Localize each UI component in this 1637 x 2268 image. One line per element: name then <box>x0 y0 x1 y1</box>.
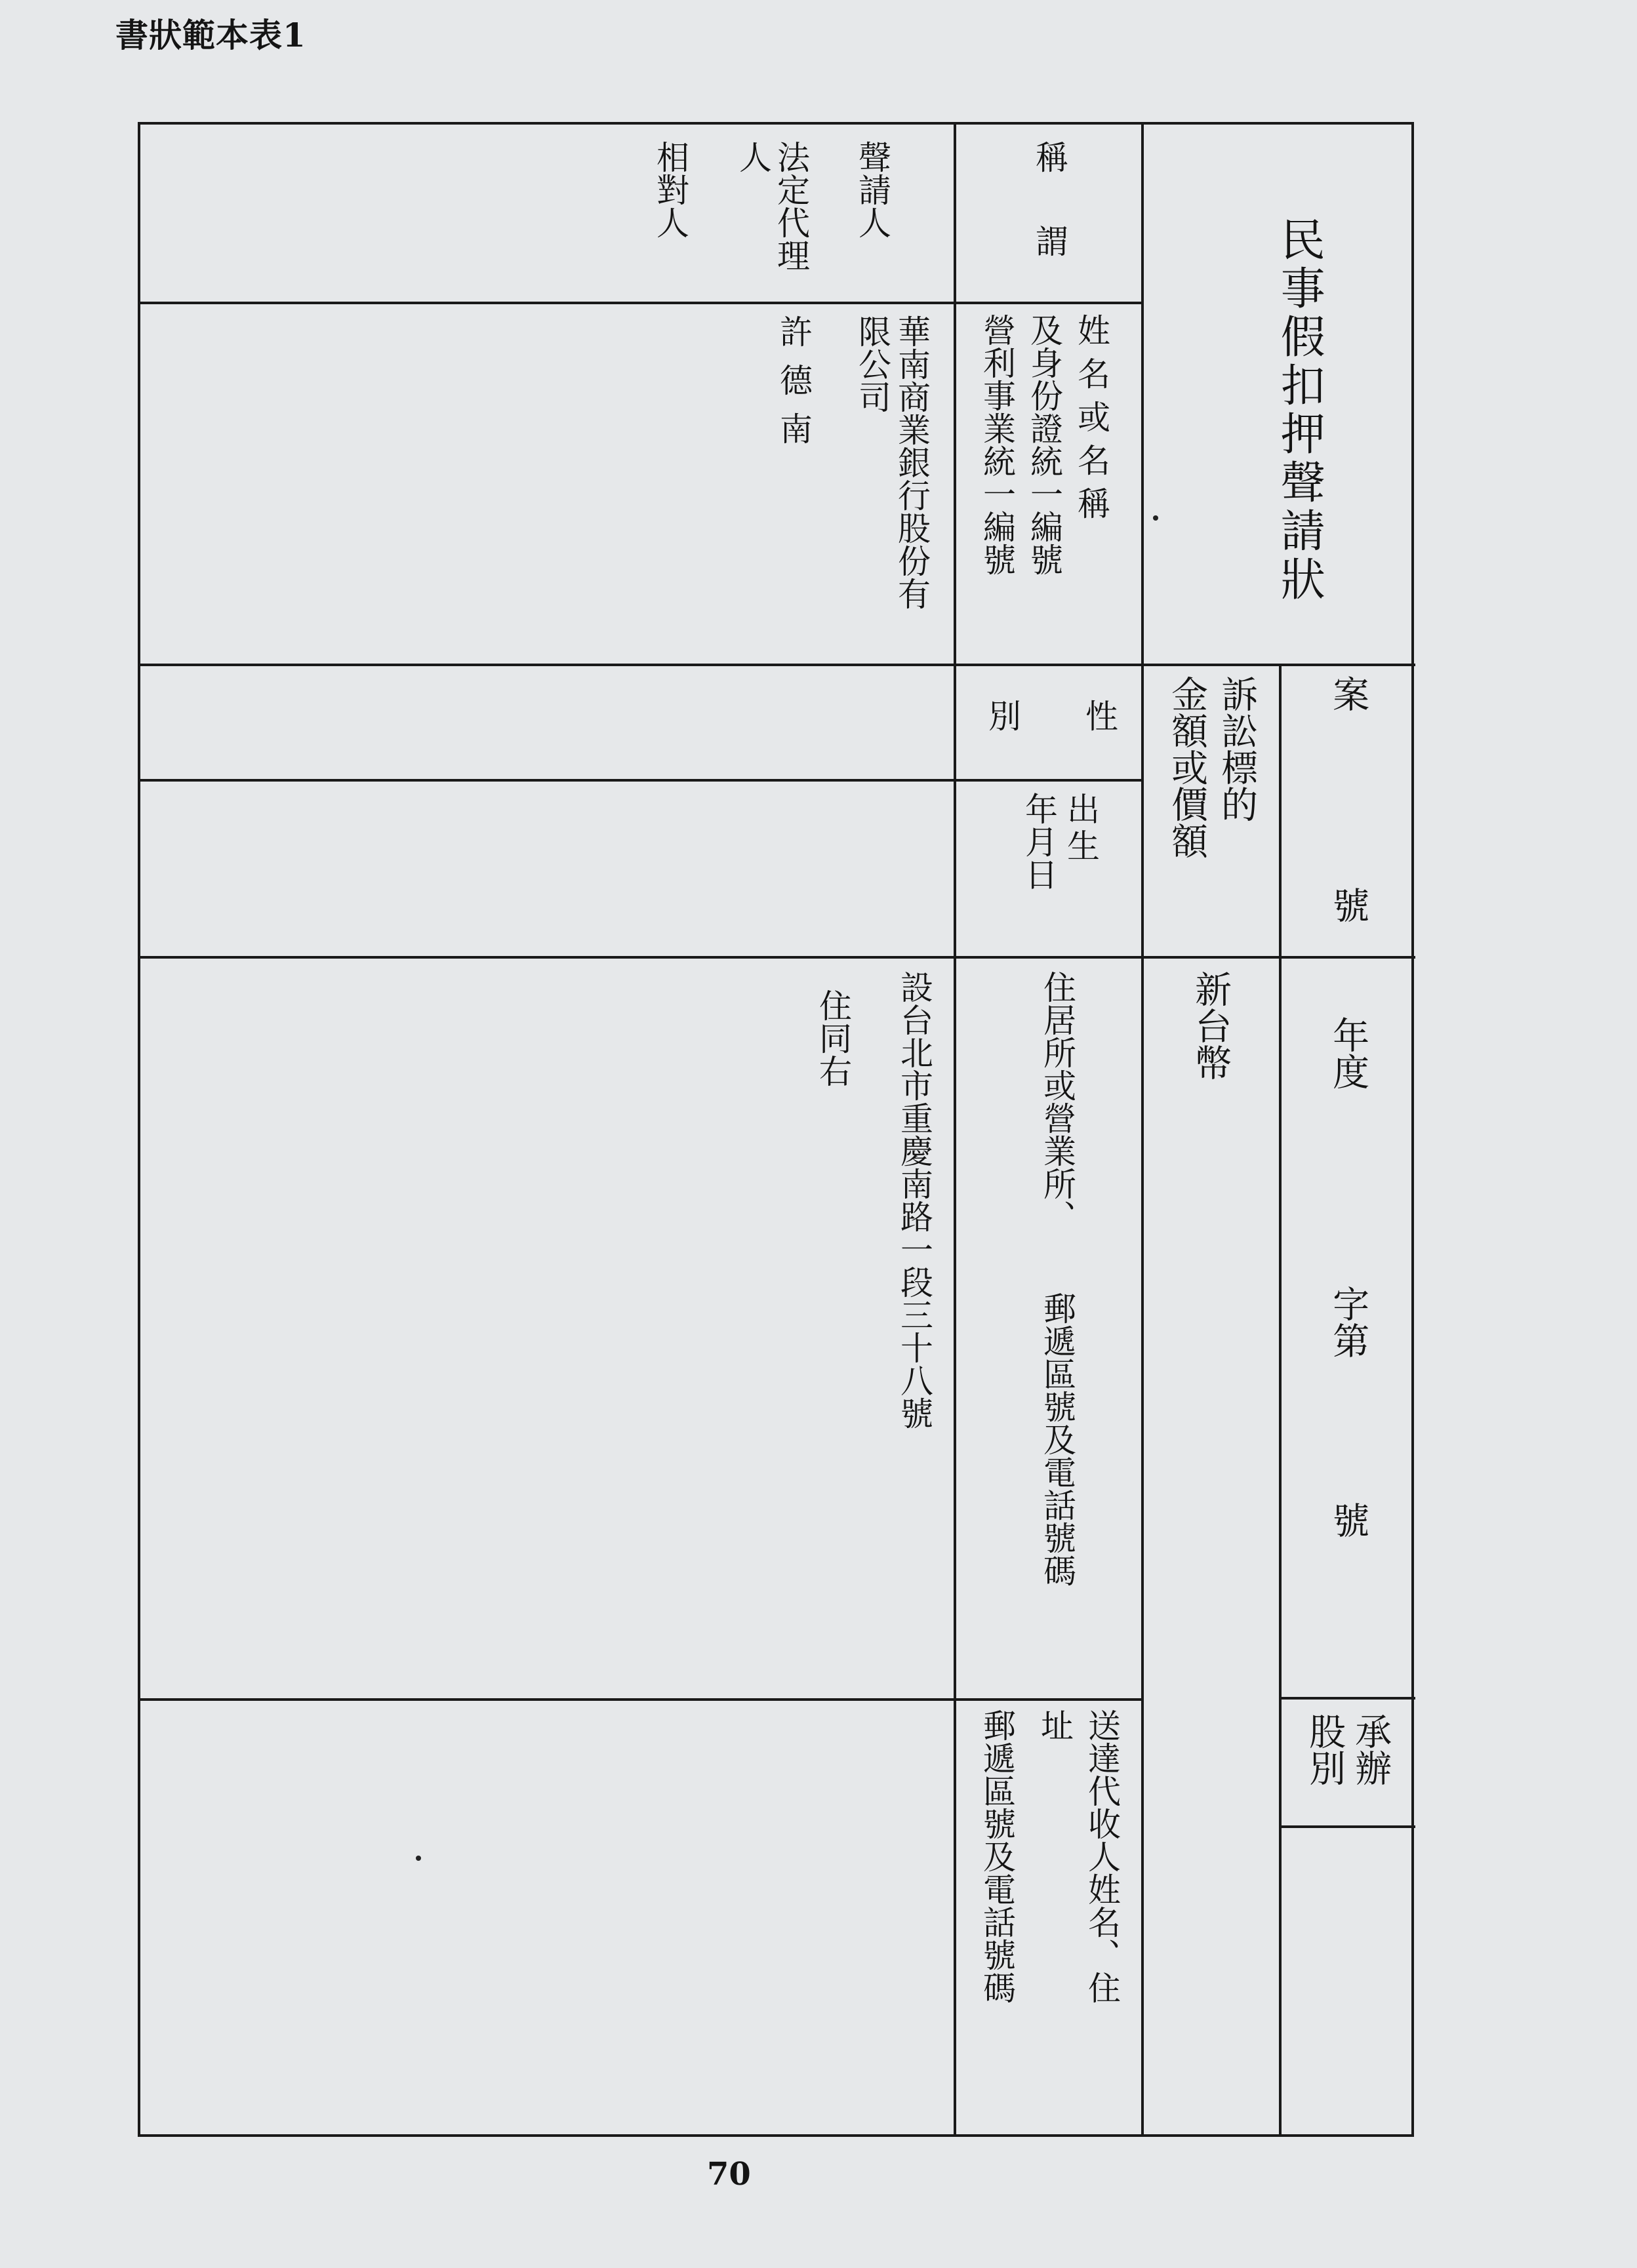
gender-label-top: 性 <box>1080 699 1118 732</box>
row-divider-handler <box>1279 1825 1415 1828</box>
row-divider-name <box>140 664 1415 666</box>
document-header-label: 書狀範本表1 <box>115 16 306 54</box>
case-label: 案 <box>1327 675 1370 712</box>
divider-right-column <box>1279 664 1282 2134</box>
designation-label-bottom: 謂 <box>1030 224 1068 257</box>
case-number-label: 號 <box>1327 886 1370 923</box>
section-label: 股別 <box>1303 1713 1346 1786</box>
birth-label-bottom: 年月日 <box>1020 792 1058 890</box>
handler-label: 承辦 <box>1349 1713 1392 1786</box>
row-divider-case-number <box>1279 1697 1415 1700</box>
representative-role-suffix: 人 <box>734 140 772 173</box>
respondent-role: 相對人 <box>651 140 689 239</box>
year-label: 年度 <box>1327 1016 1370 1090</box>
amount-label-line-2: 金額或價額 <box>1165 675 1209 859</box>
row-divider-birth <box>140 956 1415 959</box>
ink-dot <box>1153 515 1158 521</box>
name-label-line-2: 及身份證統一編號 <box>1025 313 1063 576</box>
delivery-label-line-3: 郵遞區號及電話號碼 <box>978 1709 1016 2004</box>
applicant-name-line-2: 限公司 <box>853 315 891 413</box>
applicant-address: 設台北市重慶南路一段三十八號 <box>895 970 933 1429</box>
row-divider-address <box>140 1698 1142 1701</box>
delivery-label-line-2: 址 <box>1036 1709 1074 1741</box>
address-label-line-1: 住居所或營業所、 <box>1038 970 1076 1233</box>
representative-address: 住同右 <box>814 989 852 1087</box>
row-divider-designation <box>140 302 1142 304</box>
char-label: 字第 <box>1327 1285 1370 1359</box>
delivery-label-line-1: 送達代收人姓名、住 <box>1083 1709 1121 2004</box>
designation-label-top: 稱 <box>1030 140 1068 173</box>
divider-label-column-right <box>1141 125 1144 2134</box>
amount-label-line-1: 訴訟標的 <box>1215 675 1259 822</box>
number-suffix-label: 號 <box>1327 1502 1370 1538</box>
ink-dot <box>416 1856 421 1861</box>
name-label-line-1: 姓名或名稱 <box>1072 313 1110 530</box>
gender-label-bottom: 別 <box>983 699 1021 732</box>
applicant-role: 聲請人 <box>853 140 891 239</box>
row-divider-gender <box>140 779 1142 782</box>
representative-role: 法定代理 <box>772 140 810 271</box>
page-number: 70 <box>707 2156 751 2193</box>
document-title: 民事假扣押聲請狀 <box>1273 216 1325 605</box>
name-label-line-3: 營利事業統一編號 <box>978 313 1016 576</box>
address-label-line-2: 郵遞區號及電話號碼 <box>1038 1292 1076 1587</box>
divider-label-column-left <box>954 125 956 2134</box>
form-table <box>138 122 1414 2137</box>
amount-value: 新台幣 <box>1189 970 1232 1081</box>
representative-name: 許德南 <box>775 315 813 460</box>
birth-label-top: 出生 <box>1062 792 1100 865</box>
applicant-name-line-1: 華南商業銀行股份有 <box>893 315 931 610</box>
